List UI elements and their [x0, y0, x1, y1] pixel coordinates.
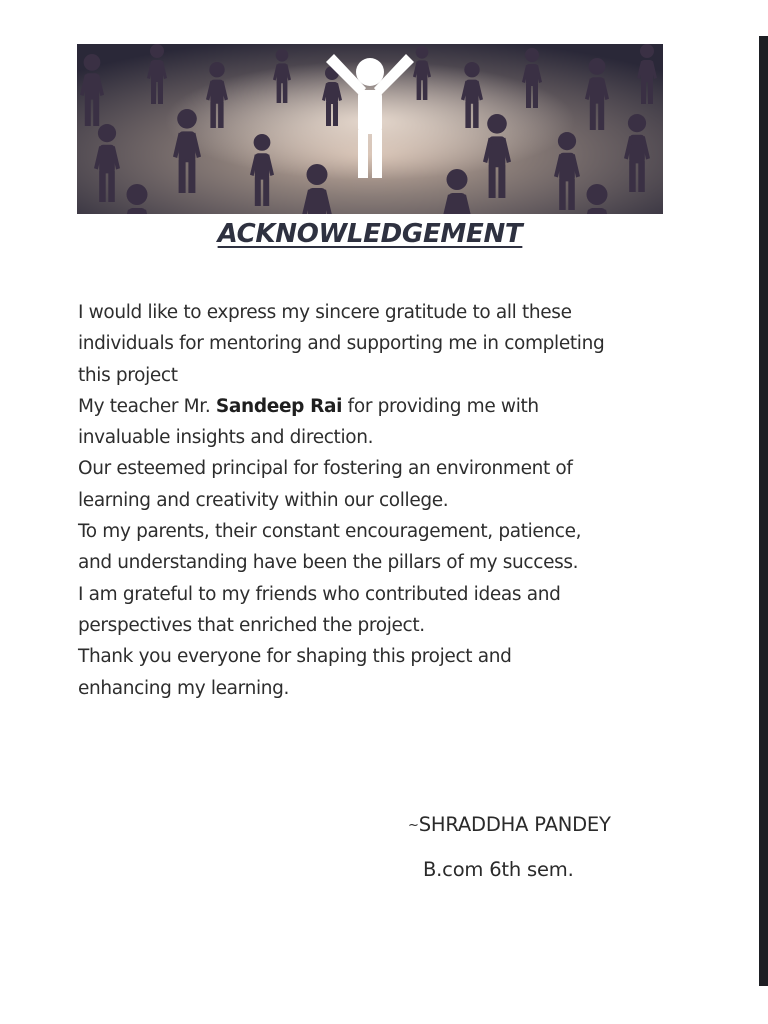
author-course: B.com 6th sem. [423, 858, 574, 881]
author-name: SHRADDHA PANDEY [418, 813, 611, 836]
body-line: learning and creativity within our college. [78, 489, 449, 511]
body-line: I am grateful to my friends who contributed ideas and [78, 583, 561, 605]
acknowledgement-body [78, 297, 678, 704]
teacher-name: Sandeep Rai [215, 395, 343, 417]
signature-name [408, 810, 611, 841]
body-line: Our esteemed principal for fostering an environment of [78, 458, 573, 480]
body-line: this project [78, 364, 178, 386]
body-line: and understanding have been the pillars of my success. [78, 552, 579, 574]
body-line: invaluable insights and direction. [78, 427, 374, 449]
body-line: enhancing my learning. [78, 677, 290, 699]
leader-figure-icon [77, 44, 663, 214]
teacher-line-start: My teacher Mr. [78, 395, 216, 417]
body-line: I would like to express my sincere gratitude to all these [78, 302, 572, 323]
signature-tilde: ~ [408, 818, 419, 833]
page-title: ACKNOWLEDGEMENT [217, 219, 523, 249]
body-line: individuals for mentoring and supporting me in completing [78, 333, 605, 355]
body-line: Thank you everyone for shaping this project and [78, 646, 512, 668]
body-line: To my parents, their constant encouragement, patience, [78, 521, 582, 543]
body-line: perspectives that enriched the project. [78, 614, 425, 636]
body-line-teacher [78, 391, 678, 422]
teacher-line-end: for providing me with [342, 395, 539, 417]
page-edge-border [759, 36, 768, 986]
banner-image [77, 44, 663, 214]
